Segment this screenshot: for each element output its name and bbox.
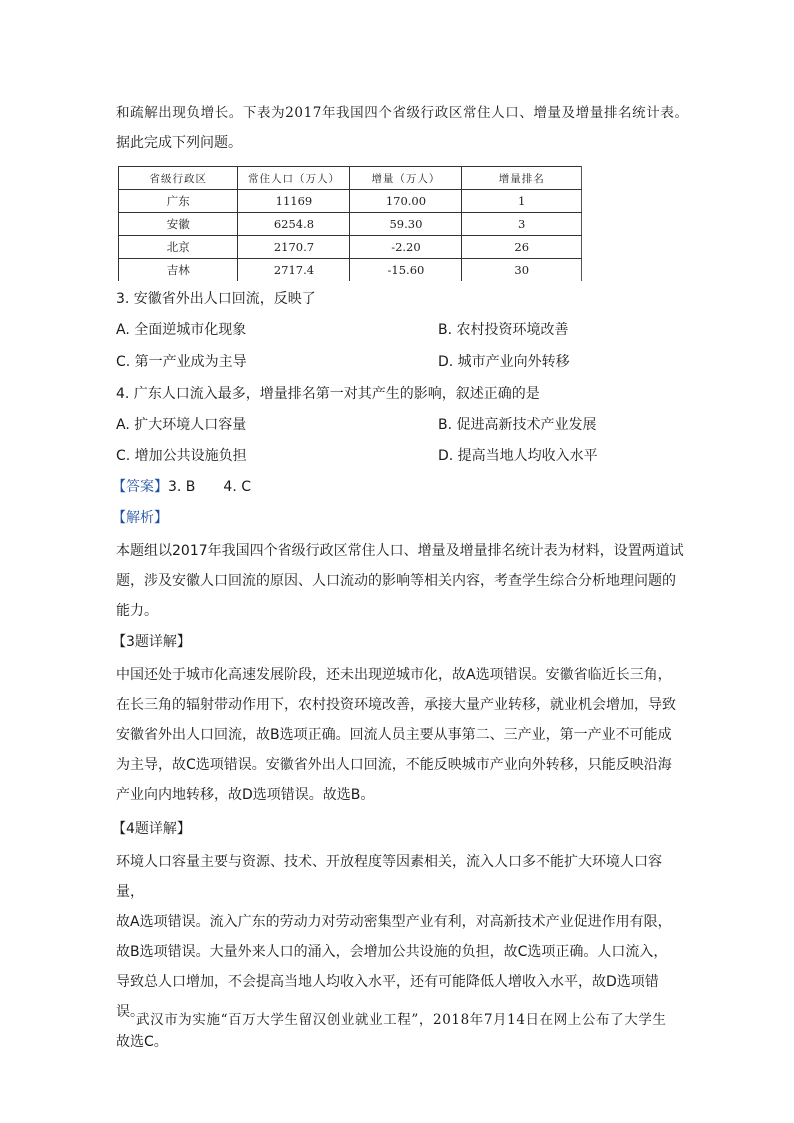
q4-option-c: C. 增加公共设施负担 xyxy=(116,448,247,464)
detail3-line: 产业向内地转移，故D选项错误。故选B。 xyxy=(116,787,375,803)
q3-option-b: B. 农村投资环境改善 xyxy=(438,322,569,338)
table-cell: 2170.7 xyxy=(238,236,350,259)
intro-line-1: 和疏解出现负增长。下表为2017年我国四个省级行政区常住人口、增量及增量排名统计表。 xyxy=(116,105,689,121)
table-row xyxy=(119,190,582,213)
table-cell: 11169 xyxy=(238,190,350,213)
detail4-line: 故选C。 xyxy=(116,1034,168,1050)
q4-option-b: B. 促进高新技术产业发展 xyxy=(438,417,597,433)
detail3-tag: 【3题详解】 xyxy=(112,634,191,650)
table-cell: 6254.8 xyxy=(238,213,350,236)
table-cell: 安徽 xyxy=(119,213,238,236)
answer-line xyxy=(112,477,251,497)
q3-stem: 3. 安徽省外出人口回流，反映了 xyxy=(116,291,316,307)
table-header: 增量（万人） xyxy=(350,167,462,190)
table-cell: 2717.4 xyxy=(238,259,350,282)
footer-line: 武汉市为实施“百万大学生留汉创业就业工程”，2018年7月14日在网上公布了大学生 xyxy=(136,1012,667,1028)
table-header-row xyxy=(119,167,582,190)
analysis-line: 题，涉及安徽人口回流的原因、人口流动的影响等相关内容，考查学生综合分析地理问题的 xyxy=(116,573,676,589)
detail3-line: 为主导，故C选项错误。安徽省外出人口回流，不能反映城市产业向外转移，只能反映沿海 xyxy=(116,757,672,773)
detail4-tag: 【4题详解】 xyxy=(112,821,191,837)
q4-stem: 4. 广东人口流入最多，增量排名第一对其产生的影响，叙述正确的是 xyxy=(116,386,540,402)
table-cell: -2.20 xyxy=(350,236,462,259)
q3-option-a: A. 全面逆城市化现象 xyxy=(116,322,247,338)
table-cell: 广东 xyxy=(119,190,238,213)
table-cell: -15.60 xyxy=(350,259,462,282)
q3-option-c: C. 第一产业成为主导 xyxy=(116,354,247,370)
population-table xyxy=(118,166,582,281)
analysis-tag: 【解析】 xyxy=(112,510,168,526)
table-cell: 30 xyxy=(462,259,582,282)
table-row xyxy=(119,213,582,236)
detail3-line: 在长三角的辐射带动作用下，农村投资环境改善，承接大量产业转移，就业机会增加，导致 xyxy=(116,697,676,713)
detail3-line: 安徽省外出人口回流，故B选项正确。回流人员主要从事第二、三产业，第一产业不可能成 xyxy=(116,727,672,743)
intro-line-2: 据此完成下列问题。 xyxy=(116,135,242,151)
analysis-body xyxy=(116,536,684,626)
detail4-line: 故B选项错误。大量外来人口的涌入，会增加公共设施的负担，故C选项正确。人口流入， xyxy=(116,944,668,960)
detail4-line: 故A选项错误。流入广东的劳动力对劳动密集型产业有利，对高新技术产业促进作用有限， xyxy=(116,914,672,930)
table-row xyxy=(119,236,582,259)
table-cell: 26 xyxy=(462,236,582,259)
answer-text: 3. B 4. C xyxy=(168,479,251,495)
answer-tag: 【答案】 xyxy=(112,479,168,495)
detail4-line: 环境人口容量主要与资源、技术、开放程度等因素相关，流入人口多不能扩大环境人口容量， xyxy=(116,854,662,900)
detail3-line: 中国还处于城市化高速发展阶段，还未出现逆城市化，故A选项错误。安徽省临近长三角， xyxy=(116,667,672,683)
table-cell: 59.30 xyxy=(350,213,462,236)
table-cell: 170.00 xyxy=(350,190,462,213)
q3-option-d: D. 城市产业向外转移 xyxy=(438,354,570,370)
table-header: 常住人口（万人） xyxy=(238,167,350,190)
detail3-body xyxy=(116,660,684,810)
analysis-line: 能力。 xyxy=(116,603,158,619)
table-cell: 北京 xyxy=(119,236,238,259)
table-header: 省级行政区 xyxy=(119,167,238,190)
table-cell: 吉林 xyxy=(119,259,238,282)
table-row xyxy=(119,259,582,282)
analysis-line: 本题组以2017年我国四个省级行政区常住人口、增量及增量排名统计表为材料，设置两道试 xyxy=(116,543,684,559)
table-header: 增量排名 xyxy=(462,167,582,190)
detail4-line: 导致总人口增加，不会提高当地人均收入水平，还有可能降低人增收入水平，故D选项错误。 xyxy=(116,974,659,1020)
q4-option-d: D. 提高当地人均收入水平 xyxy=(438,448,598,464)
table-cell: 3 xyxy=(462,213,582,236)
q4-option-a: A. 扩大环境人口容量 xyxy=(116,417,247,433)
table-cell: 1 xyxy=(462,190,582,213)
